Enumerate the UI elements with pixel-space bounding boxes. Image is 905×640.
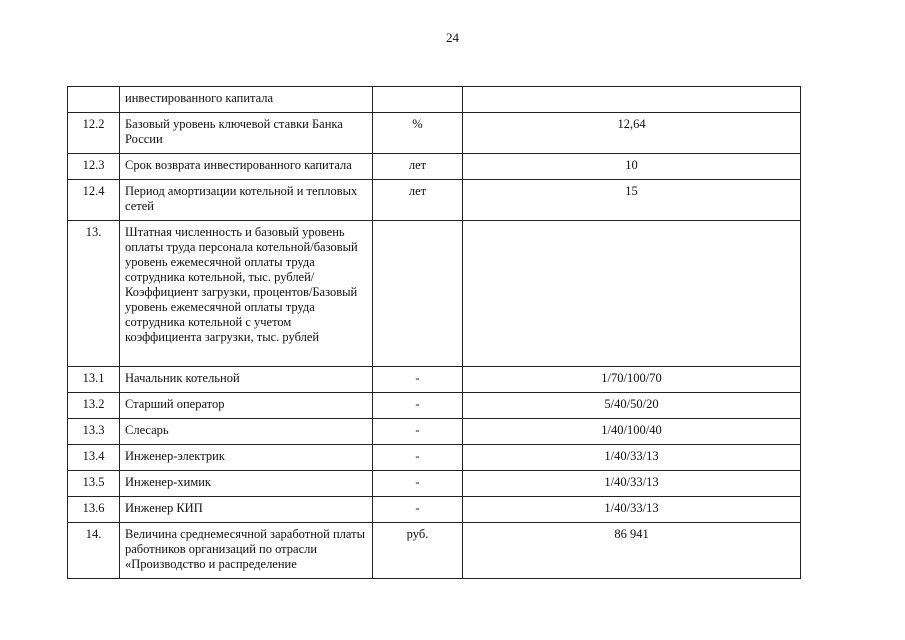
row-description: Инженер КИП (120, 497, 373, 523)
row-value: 12,64 (463, 113, 801, 154)
row-description: Инженер-электрик (120, 445, 373, 471)
row-number: 13.5 (68, 471, 120, 497)
table-row (68, 497, 801, 523)
row-value: 1/40/100/40 (463, 419, 801, 445)
table-row (68, 393, 801, 419)
row-unit: - (373, 497, 463, 523)
row-unit: % (373, 113, 463, 154)
row-description: Период амортизации котельной и тепловых сетей (120, 180, 373, 221)
row-description: Старший оператор (120, 393, 373, 419)
table-row (68, 471, 801, 497)
row-value: 1/70/100/70 (463, 367, 801, 393)
table-row (68, 419, 801, 445)
row-description: Слесарь (120, 419, 373, 445)
row-unit: лет (373, 180, 463, 221)
table-row (68, 87, 801, 113)
row-value: 1/40/33/13 (463, 471, 801, 497)
row-unit: - (373, 393, 463, 419)
row-unit: руб. (373, 523, 463, 579)
row-value: 1/40/33/13 (463, 497, 801, 523)
table-row (68, 180, 801, 221)
row-value: 10 (463, 154, 801, 180)
row-number: 13.4 (68, 445, 120, 471)
row-number: 13.2 (68, 393, 120, 419)
table-row (68, 113, 801, 154)
row-number (68, 87, 120, 113)
row-unit: - (373, 419, 463, 445)
row-unit (373, 221, 463, 367)
row-number: 13. (68, 221, 120, 367)
table-row (68, 445, 801, 471)
row-unit: - (373, 445, 463, 471)
row-value: 15 (463, 180, 801, 221)
table-row (68, 523, 801, 579)
table-row (68, 367, 801, 393)
table-row (68, 154, 801, 180)
row-value (463, 87, 801, 113)
row-value: 1/40/33/13 (463, 445, 801, 471)
tariff-parameters-table (67, 86, 801, 579)
row-description: Начальник котельной (120, 367, 373, 393)
row-description: Срок возврата инвестированного капитала (120, 154, 373, 180)
row-number: 14. (68, 523, 120, 579)
row-number: 13.1 (68, 367, 120, 393)
row-number: 12.3 (68, 154, 120, 180)
row-number: 12.4 (68, 180, 120, 221)
table-row (68, 221, 801, 367)
row-number: 13.3 (68, 419, 120, 445)
row-description: Величина среднемесячной заработной платы работников организаций по отрасли «Производство и распределение (120, 523, 373, 579)
row-unit: - (373, 367, 463, 393)
row-unit: - (373, 471, 463, 497)
row-value: 5/40/50/20 (463, 393, 801, 419)
row-unit (373, 87, 463, 113)
row-number: 12.2 (68, 113, 120, 154)
row-value: 86 941 (463, 523, 801, 579)
row-number: 13.6 (68, 497, 120, 523)
row-description: инвестированного капитала (120, 87, 373, 113)
row-description: Инженер-химик (120, 471, 373, 497)
row-description: Базовый уровень ключевой ставки Банка России (120, 113, 373, 154)
row-value (463, 221, 801, 367)
row-description: Штатная численность и базовый уровень оплаты труда персонала котельной/базовый уровень ежемесячной оплаты труда сотрудника котельной, тыс. рублей/Коэффициент загрузки, процентов/Базовый уровень ежемесячной оплаты труда сотрудника котельной с учетом коэффициента загрузки, тыс. рублей (120, 221, 373, 367)
row-unit: лет (373, 154, 463, 180)
page-number: 24 (446, 30, 459, 45)
